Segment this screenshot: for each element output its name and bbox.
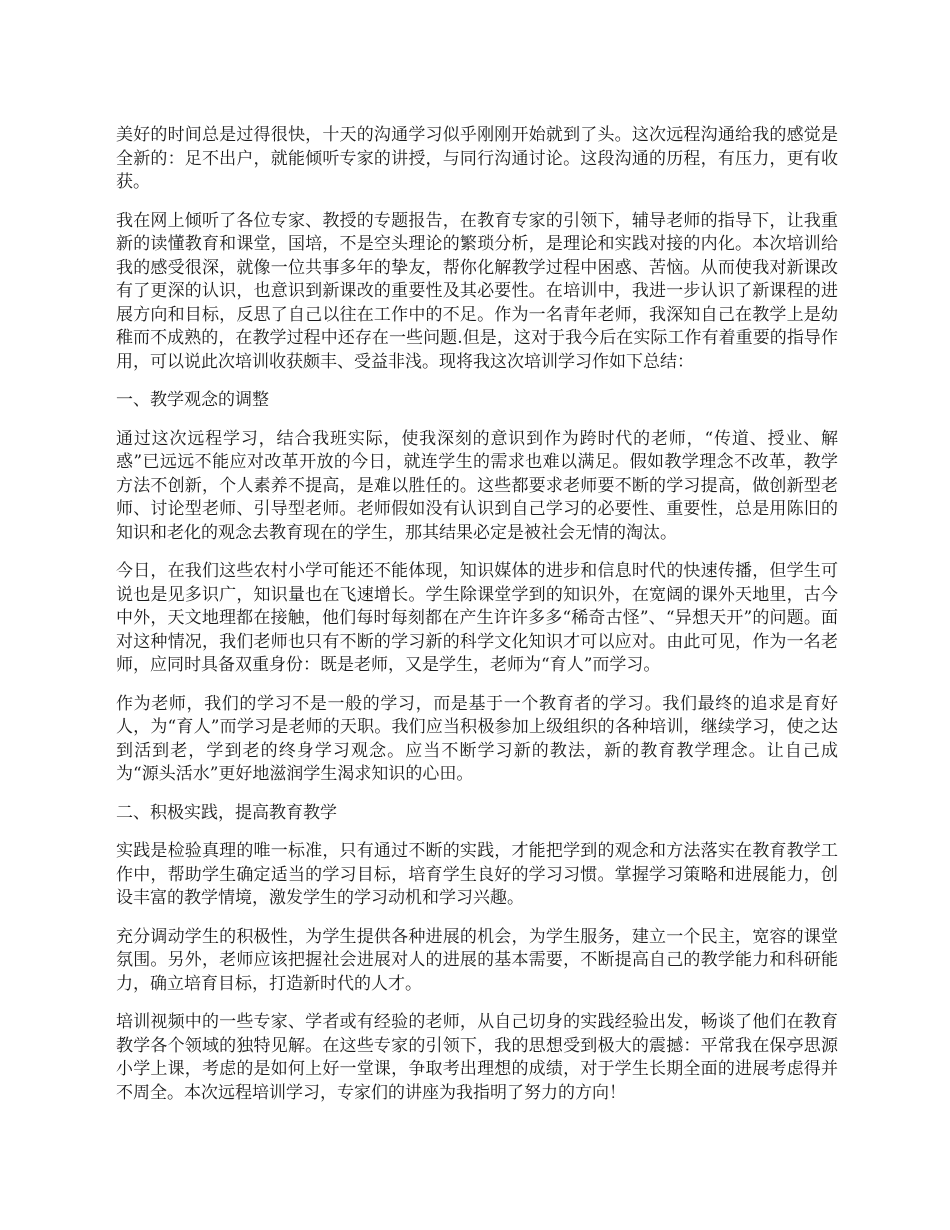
paragraph-student-initiative: 充分调动学生的积极性，为学生提供各种进展的机会，为学生服务，建立一个民主，宽容的课堂氛围。另外，老师应该把握社会进展对人的进展的基本需要，不断提高自己的教学能力和科研能力，确立培育目标，打造新时代的人才。 [116,926,838,994]
paragraph-remote-learning: 通过这次远程学习，结合我班实际，使我深刻的意识到作为跨时代的老师，“传道、授业、解惑”已远远不能应对改革开放的今日，就连学生的需求也难以满足。假如教学理念不改革，教学方法不创新，个人素养不提高，是难以胜任的。这些都要求老师要不断的学习提高，做创新型老师、讨论型老师、引导型老师。老师假如没有认识到自己学习的必要性、重要性，总是用陈旧的知识和老化的观念去教育现在的学生，那其结果必定是被社会无情的淘汰。 [116,428,838,543]
paragraph-practice-truth: 实践是检验真理的唯一标准，只有通过不断的实践，才能把学到的观念和方法落实在教育教学工作中，帮助学生确定适当的学习目标，培育学生良好的学习习惯。掌握学习策略和进展能力，创设丰富的教学情境，激发学生的学习动机和学习兴趣。 [116,841,838,908]
paragraph-intro: 美好的时间总是过得很快，十天的沟通学习似乎刚刚开始就到了头。这次远程沟通给我的感觉是全新的：足不出户，就能倾听专家的讲授，与同行沟通讨论。这段沟通的历程，有压力，更有收获。 [116,125,838,192]
paragraph-teacher-learning: 作为老师，我们的学习不是一般的学习，而是基于一个教育者的学习。我们最终的追求是育好人，为“育人”而学习是老师的天职。我们应当积极参加上级组织的各种培训，继续学习，使之达到活到老，学到老的终身学习观念。应当不断学习新的教法，新的教育教学理念。让自己成为“源头活水”更好地滋润学生渴求知识的心田。 [116,693,838,784]
section-heading-practice: 二、积极实践，提高教育教学 [116,802,337,823]
section-heading-teaching-concepts: 一、教学观念的调整 [116,390,269,410]
document-body [116,124,838,1120]
paragraph-online-lectures: 我在网上倾听了各位专家、教授的专题报告，在教育专家的引领下，辅导老师的指导下，让我重新的读懂教育和课堂，国培，不是空头理论的繁琐分析，是理论和实践对接的内化。本次培训给我的感受很深，就像一位共事多年的挚友，帮你化解教学过程中困惑、苦恼。从而使我对新课改有了更深的认识，也意识到新课改的重要性及其必要性。在培训中，我进一步认识了新课程的进展方向和目标，反思了自己以往在工作中的不足。作为一名青年老师，我深知自己在教学上是幼稚而不成熟的，在教学过程中还存在一些问题.但是，这对于我今后在实际工作有着重要的指导作用，可以说此次培训收获颇丰、受益非浅。现将我这次培训学习作如下总结： [116,210,838,372]
paragraph-rural-schools: 今日，在我们这些农村小学可能还不能体现，知识媒体的进步和信息时代的快速传播，但学生可说也是见多识广，知识量也在飞速增长。学生除课堂学到的知识外，在宽阔的课外天地里，古今中外，天文地理都在接触，他们每时每刻都在产生许许多多“稀奇古怪”、“异想天开”的问题。面对这种情况，我们老师也只有不断的学习新的科学文化知识才可以应对。由此可见，作为一名老师，应同时具备双重身份：既是老师，又是学生，老师为“育人”而学习。 [116,561,838,675]
paragraph-training-videos: 培训视频中的一些专家、学者或有经验的老师，从自己切身的实践经验出发，畅谈了他们在教育教学各个领域的独特见解。在这些专家的引领下，我的思想受到极大的震撼：平常我在保亭思源小学上课，考虑的是如何上好一堂课，争取考出理想的成绩，对于学生长期全面的进展考虑得并不周全。本次远程培训学习，专家们的讲座为我指明了努力的方向！ [116,1012,838,1103]
